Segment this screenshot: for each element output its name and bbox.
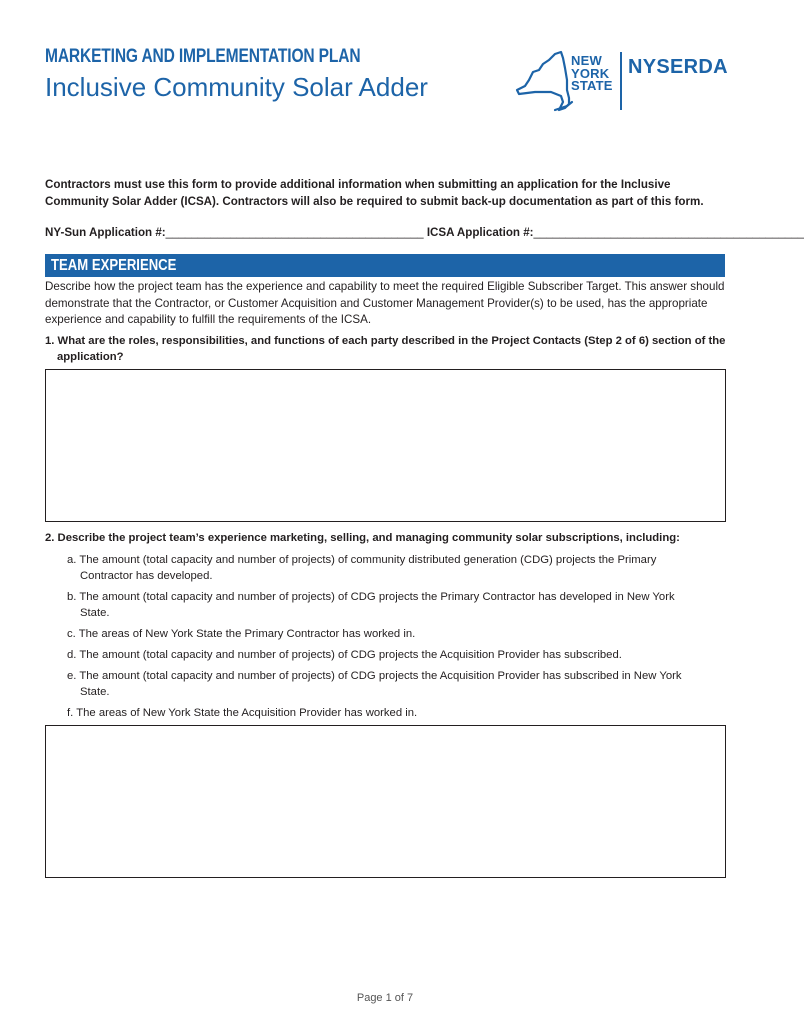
form-kicker: MARKETING AND IMPLEMENTATION PLAN: [45, 46, 361, 67]
list-item: c. The areas of New York State the Primary Contractor has worked in.: [67, 628, 416, 640]
list-item: a. The amount (total capacity and number of projects) of community distributed generation (CDG) projects the Primary Contractor has developed.: [67, 554, 657, 582]
question-2: 2. Describe the project team’s experience marketing, selling, and managing community solar subscriptions, including:: [45, 532, 680, 544]
page-number: Page 1 of 7: [356, 992, 414, 1004]
list-item: e. The amount (total capacity and number of projects) of CDG projects the Acquisition Provider has subscribed in New York State.: [67, 670, 682, 698]
nyserda-wordmark: NYSERDA: [628, 56, 728, 78]
page-title: Inclusive Community Solar Adder: [45, 72, 428, 102]
section-heading: TEAM EXPERIENCE: [51, 257, 177, 274]
question-2-subitems: [67, 552, 707, 726]
icsa-application-field[interactable]: __________________________________________: [533, 226, 804, 239]
question-1: 1. What are the roles, responsibilities, and functions of each party described in the Project Contacts (Step 2 of 6) section of the application?: [45, 335, 726, 363]
nysdera-logo: [515, 50, 730, 112]
application-number-line: [45, 226, 804, 239]
question-2-answer-box[interactable]: [45, 725, 726, 878]
list-item: f. The areas of New York State the Acquisition Provider has worked in.: [67, 707, 418, 719]
list-item: d. The amount (total capacity and number of projects) of CDG projects the Acquisition Provider has subscribed.: [67, 649, 622, 661]
new-york-state-wordmark: NEW YORK STATE: [571, 53, 613, 93]
section-description: Describe how the project team has the experience and capability to meet the required Eligible Subscriber Target. This answer should demonstrate that the Contractor, or Customer Acquisition and Customer Management Provider(s) to be used, has the appropriate experience and capability to fulfill the requirements of the ICSA.: [45, 280, 725, 326]
intro-instructions: Contractors must use this form to provide additional information when submitting an application for the Inclusive Community Solar Adder (ICSA). Contractors will also be required to submit back-up documentation as part of this form.: [45, 178, 704, 208]
new-york-state-map-icon: [515, 50, 573, 112]
nysun-application-field[interactable]: ________________________________________: [165, 226, 424, 239]
section-header-team-experience: [45, 254, 725, 277]
logo-divider: [620, 52, 622, 110]
nysun-application-label: NY-Sun Application #:: [45, 226, 166, 239]
icsa-application-label: ICSA Application #:: [426, 226, 534, 239]
list-item: b. The amount (total capacity and number of projects) of CDG projects the Primary Contractor has developed in New York State.: [67, 591, 675, 619]
question-1-answer-box[interactable]: [45, 369, 726, 522]
